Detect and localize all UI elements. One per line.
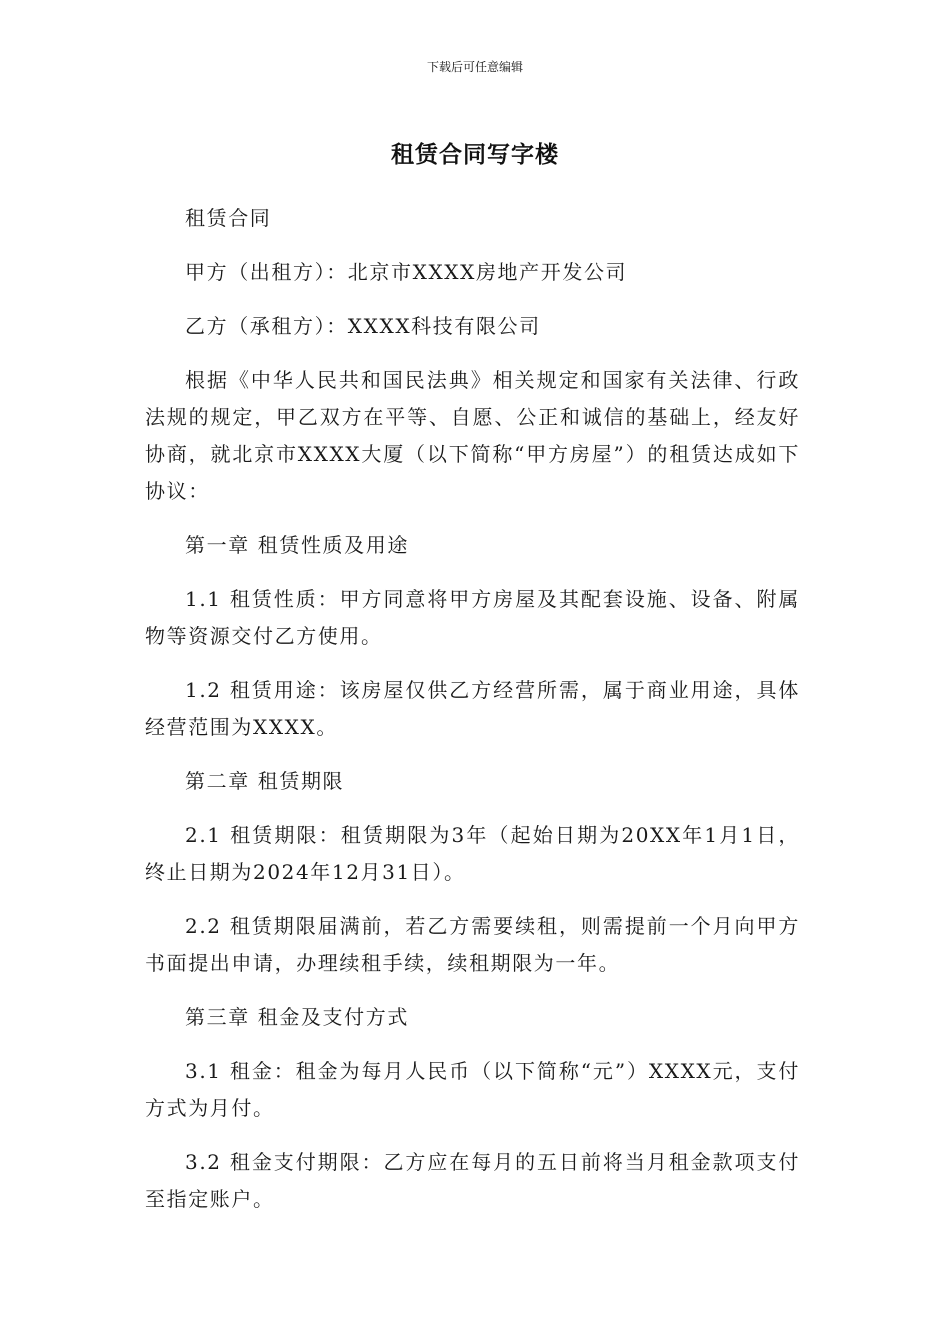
chapter-1-heading: 第一章 租赁性质及用途 <box>185 533 409 557</box>
clause-1-2: 1.2 租赁用途：该房屋仅供乙方经营所需，属于商业用途，具体经营范围为XXXX。 <box>145 678 800 739</box>
document-title: 租赁合同写字楼 <box>391 142 559 168</box>
chapter-3-heading: 第三章 租金及支付方式 <box>185 1005 409 1029</box>
party-a: 甲方（出租方）：北京市XXXX房地产开发公司 <box>185 260 628 284</box>
preamble: 根据《中华人民共和国民法典》相关规定和国家有关法律、行政法规的规定，甲乙双方在平等、自愿、公正和诚信的基础上，经友好协商，就北京市XXXX大厦（以下简称“甲方房屋”）的租赁达成如下协议： <box>145 368 800 503</box>
chapter-2-heading: 第二章 租赁期限 <box>185 769 345 793</box>
document-body <box>145 200 800 1235</box>
contract-label: 租赁合同 <box>185 206 272 230</box>
clause-3-1: 3.1 租金：租金为每月人民币（以下简称“元”）XXXX元，支付方式为月付。 <box>145 1059 800 1120</box>
header-note: 下载后可任意编辑 <box>426 60 523 74</box>
clause-2-2: 2.2 租赁期限届满前，若乙方需要续租，则需提前一个月向甲方书面提出申请，办理续租手续，续租期限为一年。 <box>145 914 800 975</box>
clause-1-1: 1.1 租赁性质：甲方同意将甲方房屋及其配套设施、设备、附属物等资源交付乙方使用。 <box>145 587 800 648</box>
clause-3-2: 3.2 租金支付期限：乙方应在每月的五日前将当月租金款项支付至指定账户。 <box>145 1150 800 1211</box>
party-b: 乙方（承租方）：XXXX科技有限公司 <box>185 314 541 338</box>
clause-2-1: 2.1 租赁期限：租赁期限为3年（起始日期为20XX年1月1日，终止日期为2024年12月31日）。 <box>145 823 800 884</box>
